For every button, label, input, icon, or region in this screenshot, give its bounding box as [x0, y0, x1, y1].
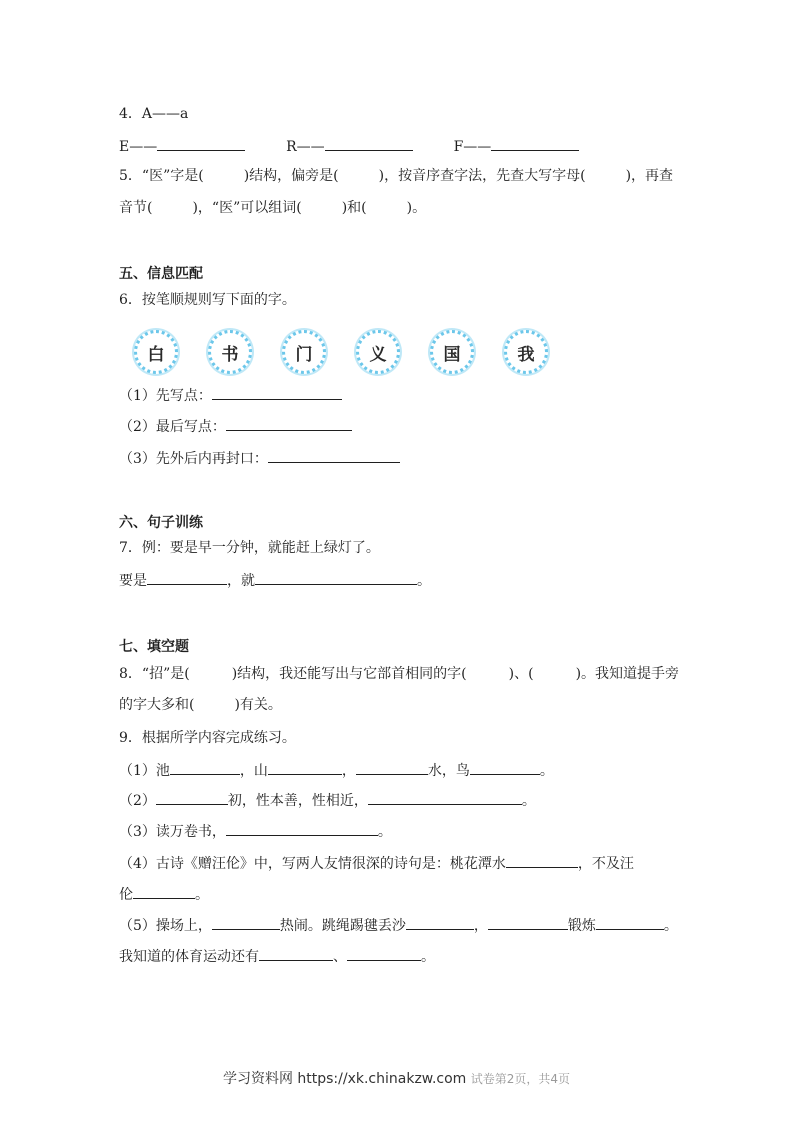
q9-line4 — [119, 853, 634, 874]
q9-blank[interactable] — [170, 760, 240, 775]
q8-text: )。我知道提手旁 — [575, 666, 680, 682]
q9-blank[interactable] — [212, 915, 280, 930]
q9-blank[interactable] — [156, 790, 228, 805]
q9-text: 初，性本善，性相近， — [227, 793, 368, 809]
q6-prompt: 6．按笔顺规则写下面的字。 — [119, 292, 296, 308]
q9-blank[interactable] — [470, 760, 540, 775]
q9-line5 — [119, 915, 678, 936]
q9-blank[interactable] — [488, 915, 568, 930]
q9-line1 — [119, 760, 554, 781]
q7-text: 能赶上绿灯了。 — [281, 540, 380, 556]
q9-text: （2） — [119, 793, 156, 809]
q5-text: )，“医”可以组词( — [192, 200, 302, 216]
q7-emphasis — [170, 540, 198, 556]
q9-blank[interactable] — [226, 821, 378, 836]
q7-text: 7．例： — [119, 540, 170, 556]
q6-sub2 — [119, 416, 352, 437]
char-circle: 国 — [430, 330, 474, 374]
q6-blank[interactable] — [268, 448, 400, 463]
q7-text: 。 — [417, 573, 431, 589]
q9-text: 伦 — [119, 887, 133, 903]
q9-blank[interactable] — [406, 915, 474, 930]
q7-emphasis: 就 — [267, 540, 282, 556]
q5-text: )。 — [406, 200, 427, 216]
q9-blank[interactable] — [368, 790, 522, 805]
q9-prompt: 9．根据所学内容完成练习。 — [119, 730, 296, 746]
q8-text: 8．“招”是( — [119, 666, 190, 682]
q6-sub-label: （2）最后写点： — [119, 419, 226, 435]
q6-blank[interactable] — [226, 416, 352, 431]
q5-text: )和( — [341, 200, 367, 216]
page-number: 试卷第2页，共4页 — [470, 1072, 571, 1086]
q6-sub-label: （3）先外后内再封口： — [119, 451, 268, 467]
q5-text: )，按音序查字法，先查大写字母( — [378, 168, 586, 184]
q9-blank[interactable] — [506, 853, 578, 868]
q8-text: )有关。 — [234, 697, 282, 713]
q4-f-label: F—— — [453, 139, 492, 155]
q7-example — [119, 538, 380, 558]
q5-line1 — [119, 166, 673, 186]
q7-text: 要是 — [169, 540, 198, 556]
q9-line6 — [119, 946, 435, 967]
q4-e-label: E—— — [119, 139, 158, 155]
q7-text: ，就 — [227, 573, 255, 589]
q9-blank[interactable] — [268, 760, 342, 775]
q9-text: （5）操场上， — [119, 918, 212, 934]
q9-blank[interactable] — [259, 946, 333, 961]
q9-text: 。 — [195, 887, 209, 903]
q9-text: 。 — [521, 793, 536, 809]
char-circle: 门 — [282, 330, 326, 374]
q4-example: 4．A——a — [119, 106, 189, 122]
q7-blank[interactable] — [147, 570, 227, 585]
q9-text: （1）池 — [119, 763, 170, 779]
q9-blank[interactable] — [356, 760, 428, 775]
q9-text: 。 — [663, 918, 678, 934]
q9-text: 、 — [333, 949, 347, 965]
q9-line3 — [119, 821, 392, 842]
section-title: 五、信息匹配 — [119, 266, 203, 282]
q8-text: )结构，我还能写出与它部首相同的字( — [231, 666, 467, 682]
q9-text: 热闹。跳绳踢毽丢沙 — [279, 918, 406, 934]
q9-blank[interactable] — [596, 915, 664, 930]
section-title: 六、句子训练 — [119, 515, 203, 531]
char-circle: 义 — [356, 330, 400, 374]
q9-text: 。 — [539, 763, 554, 779]
q4-r-blank[interactable] — [325, 136, 413, 151]
q7-blank[interactable] — [255, 570, 417, 585]
q7-fill — [119, 570, 431, 591]
q9-blank[interactable] — [133, 884, 195, 899]
q4-f-blank[interactable] — [491, 136, 579, 151]
q6-blank[interactable] — [212, 385, 342, 400]
q6-sub-label: （1）先写点： — [119, 388, 212, 404]
q7-text: 早一分钟， — [197, 540, 268, 556]
q7-text: 要是 — [119, 573, 147, 589]
q8-text: )、( — [508, 666, 534, 682]
section-title: 七、填空题 — [119, 639, 189, 655]
q4-e-blank[interactable] — [157, 136, 245, 151]
q9-text: （4）古诗《赠汪伦》中，写两人友情很深的诗句是：桃花潭水 — [119, 856, 506, 872]
q4-answers — [119, 136, 579, 157]
q9-text: （3）读万卷书， — [119, 824, 226, 840]
q9-text: 。 — [377, 824, 392, 840]
q6-sub1 — [119, 385, 342, 406]
char-circle: 我 — [504, 330, 548, 374]
q4-r-label: R—— — [286, 139, 325, 155]
q8-line2 — [119, 695, 282, 715]
q9-line4-cont — [119, 884, 209, 905]
q5-line2 — [119, 198, 426, 218]
q9-text: 我知道的体育运动还有 — [119, 949, 259, 965]
q9-text: 水，鸟 — [427, 763, 470, 779]
q5-text: 5．“医”字是( — [119, 168, 204, 184]
q5-text: )结构，偏旁是( — [243, 168, 339, 184]
q9-text: ， — [341, 763, 356, 779]
q9-text: ， — [473, 918, 488, 934]
q9-text: ，不及汪 — [577, 856, 634, 872]
q9-text: 。 — [421, 949, 435, 965]
q8-text: 的字大多和( — [119, 697, 195, 713]
q9-blank[interactable] — [347, 946, 421, 961]
q5-text: 音节( — [119, 200, 153, 216]
q8-line1 — [119, 664, 679, 684]
q6-sub3 — [119, 448, 400, 469]
page-footer — [0, 1068, 793, 1088]
q9-text: 锻炼 — [567, 918, 596, 934]
char-circle: 书 — [208, 330, 252, 374]
q5-text: )，再查 — [625, 168, 674, 184]
char-circle: 白 — [134, 330, 178, 374]
q9-line2 — [119, 790, 536, 811]
watermark-text: 学习资料网 https://xk.chinakzw.com — [222, 1071, 467, 1087]
q9-text: ，山 — [239, 763, 268, 779]
